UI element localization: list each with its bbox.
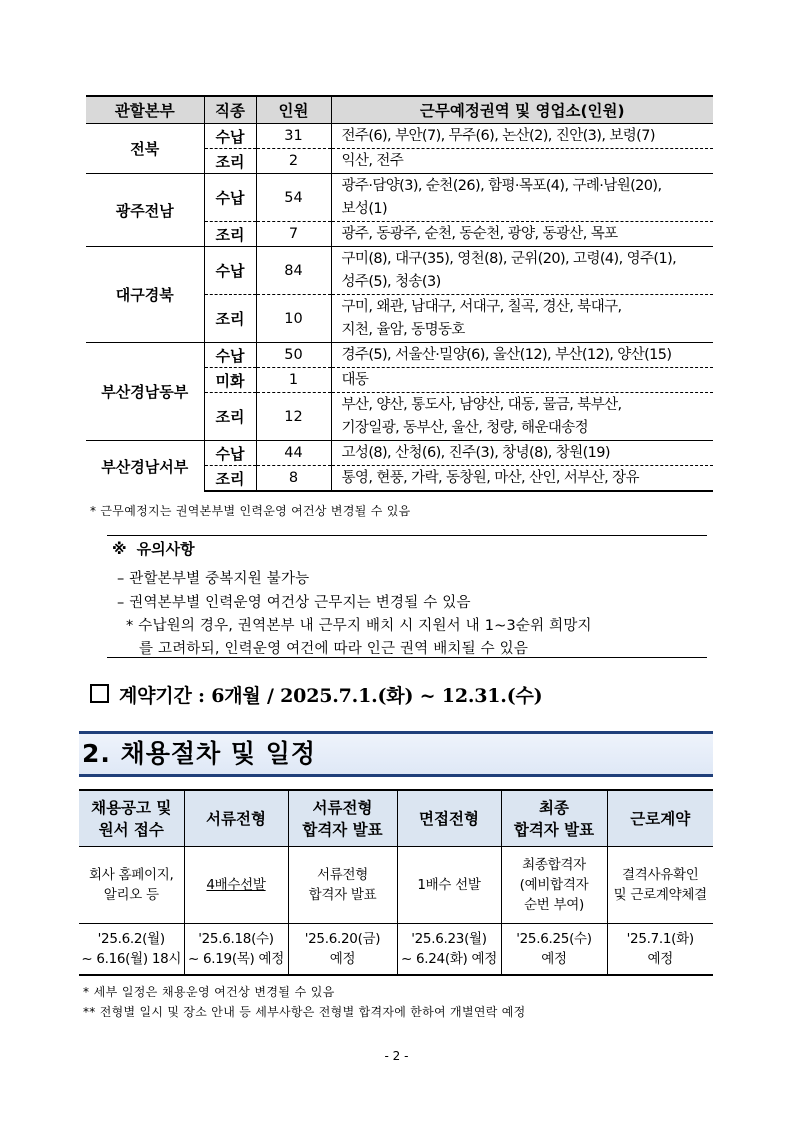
count-cell: 31: [256, 124, 331, 149]
date-line: 예정: [329, 951, 356, 967]
desc-cell: [607, 847, 713, 924]
region-cell: 광주전남: [86, 174, 204, 247]
header-line: 최종: [539, 798, 569, 817]
desc-line: 알리오 등: [103, 887, 159, 903]
header-line: 서류전형: [312, 798, 373, 817]
header-line: 근로계약: [630, 809, 691, 828]
caution-line: – 관할본부별 중복지원 불가능: [117, 571, 310, 587]
locations-cell: [331, 149, 713, 174]
date-cell: [607, 924, 713, 976]
header-line: 합격자 발표: [513, 820, 595, 839]
count-cell: 10: [256, 295, 331, 343]
date-cell: [79, 924, 184, 976]
header-line: 서류전형: [206, 809, 266, 828]
caution-top-rule: [107, 535, 707, 536]
caution-line: – 권역본부별 인력운영 여건상 근무지는 변경될 수 있음: [117, 595, 471, 611]
job-cell: 조리: [204, 149, 256, 174]
header-line: 원서 접수: [98, 820, 164, 839]
schedule-table: [79, 789, 713, 976]
locations-line: 구미(8), 대구(35), 영천(8), 군위(20), 고령(4), 영주(1),: [341, 251, 677, 267]
schedule-desc-row: [79, 847, 713, 924]
locations-line: 부산, 양산, 통도사, 남양산, 대동, 물금, 북부산,: [341, 397, 622, 413]
date-line: '25.6.20(금): [304, 931, 381, 947]
job-cell: 수납: [204, 174, 256, 222]
date-line: '25.6.18(수): [198, 931, 274, 947]
desc-cell: [288, 847, 397, 924]
locations-line: 경주(5), 서울산·밀양(6), 울산(12), 부산(12), 양산(15): [341, 347, 672, 363]
schedule-header-cell: [184, 790, 288, 847]
desc-cell: [79, 847, 184, 924]
job-cell: 조리: [204, 393, 256, 441]
table-row: [86, 343, 713, 368]
schedule-header-cell: [288, 790, 397, 847]
count-cell: 2: [256, 149, 331, 174]
desc-line: 순번 부여): [524, 897, 584, 913]
date-line: 예정: [647, 951, 673, 967]
schedule-header-cell: [397, 790, 501, 847]
schedule-note-1: * 세부 일정은 채용운영 여건상 변경될 수 있음: [83, 985, 335, 999]
date-cell: [397, 924, 501, 976]
schedule-note-2: ** 전형별 일시 및 장소 안내 등 세부사항은 전형별 합격자에 한하여 개별연락 예정: [83, 1005, 526, 1019]
locations-cell: [331, 247, 713, 295]
header-line: 합격자 발표: [302, 820, 383, 839]
desc-line: 합격자 발표: [308, 887, 377, 903]
header-job: 직종: [204, 96, 256, 124]
desc-line: 결격사유확인: [622, 867, 699, 883]
desc-line: 서류전형: [317, 867, 368, 883]
section-title: 2. 채용절차 및 일정: [82, 739, 317, 768]
header-line: 채용공고 및: [91, 798, 172, 817]
count-cell: 1: [256, 368, 331, 393]
schedule-header-cell: [79, 790, 184, 847]
header-line: 면접전형: [419, 809, 479, 828]
locations-line: 광주, 동광주, 순천, 동순천, 광양, 동광산, 목포: [341, 226, 618, 242]
count-cell: 12: [256, 393, 331, 441]
job-cell: 조리: [204, 295, 256, 343]
desc-line: 4배수선발: [206, 877, 266, 893]
locations-cell: [331, 174, 713, 222]
job-cell: 조리: [204, 466, 256, 492]
schedule-date-row: [79, 924, 713, 976]
checkbox-square-icon: [90, 684, 109, 703]
desc-cell: [397, 847, 501, 924]
table-row: [86, 174, 713, 222]
locations-line: 전주(6), 부안(7), 무주(6), 논산(2), 진안(3), 보령(7): [341, 128, 655, 144]
date-line: '25.6.2(월): [97, 931, 165, 947]
header-region: 관할본부: [86, 96, 204, 124]
schedule-header-cell: [501, 790, 607, 847]
count-cell: 84: [256, 247, 331, 295]
region-cell: 부산경남서부: [86, 441, 204, 492]
locations-line: 구미, 왜관, 남대구, 서대구, 칠곡, 경산, 북대구,: [341, 299, 622, 315]
header-locations: 근무예정권역 및 영업소(인원): [331, 96, 713, 124]
locations-cell: [331, 343, 713, 368]
locations-line: 통영, 현풍, 가락, 동창원, 마산, 산인, 서부산, 장유: [341, 470, 639, 486]
locations-cell: [331, 124, 713, 149]
locations-cell: [331, 466, 713, 492]
staffing-table: [86, 95, 713, 492]
desc-line: 회사 홈페이지,: [89, 867, 174, 883]
job-cell: 수납: [204, 343, 256, 368]
staffing-header-row: [86, 96, 713, 124]
date-line: '25.7.1(화): [626, 931, 694, 947]
desc-line: (예비합격자: [519, 877, 589, 893]
count-cell: 44: [256, 441, 331, 466]
desc-cell: [501, 847, 607, 924]
job-cell: 수납: [204, 441, 256, 466]
schedule-header-cell: [607, 790, 713, 847]
locations-cell: [331, 368, 713, 393]
locations-cell: [331, 393, 713, 441]
locations-line: 광주·담양(3), 순천(26), 함평·목포(4), 구례·남원(20),: [341, 178, 662, 194]
locations-line: 보성(1): [341, 201, 388, 217]
date-cell: [501, 924, 607, 976]
table-row: [86, 441, 713, 466]
job-cell: 수납: [204, 247, 256, 295]
locations-line: 성주(5), 청송(3): [341, 274, 441, 290]
region-cell: 전북: [86, 124, 204, 174]
locations-line: 대동: [341, 372, 369, 388]
date-line: ~ 6.19(목) 예정: [187, 951, 284, 967]
job-cell: 수납: [204, 124, 256, 149]
contract-period: [90, 681, 542, 708]
date-cell: [288, 924, 397, 976]
locations-line: 지천, 율암, 동명동호: [341, 322, 465, 338]
locations-cell: [331, 222, 713, 247]
count-cell: 54: [256, 174, 331, 222]
staffing-footnote: * 근무예정지는 권역본부별 인력운영 여건상 변경될 수 있음: [90, 504, 411, 518]
region-cell: 대구경북: [86, 247, 204, 343]
count-cell: 7: [256, 222, 331, 247]
locations-cell: [331, 295, 713, 343]
locations-line: 고성(8), 산청(6), 진주(3), 창녕(8), 창원(19): [341, 445, 610, 461]
table-row: [86, 247, 713, 295]
locations-cell: [331, 441, 713, 466]
desc-cell: [184, 847, 288, 924]
job-cell: 미화: [204, 368, 256, 393]
page-number: - 2 -: [384, 1049, 409, 1063]
reference-mark-icon: ※: [112, 540, 127, 558]
date-line: '25.6.25(수): [516, 931, 592, 947]
locations-line: 익산, 전주: [341, 153, 404, 169]
job-cell: 조리: [204, 222, 256, 247]
caution-line: 를 고려하되, 인력운영 여건에 따라 인근 권역 배치될 수 있음: [139, 641, 529, 657]
header-count: 인원: [256, 96, 331, 124]
caution-title: [112, 538, 195, 559]
region-cell: 부산경남동부: [86, 343, 204, 441]
date-line: '25.6.23(월): [411, 931, 487, 947]
count-cell: 8: [256, 466, 331, 492]
desc-line: 최종합격자: [522, 857, 586, 873]
caution-bottom-rule: [107, 657, 707, 658]
caution-line: * 수납원의 경우, 권역본부 내 근무지 배치 시 지원서 내 1~3순위 희망지: [126, 618, 592, 634]
table-row: [86, 124, 713, 149]
date-line: ~ 6.24(화) 예정: [400, 951, 497, 967]
date-line: ~ 6.16(월) 18시: [81, 951, 182, 967]
desc-line: 1배수 선발: [417, 877, 481, 893]
date-cell: [184, 924, 288, 976]
locations-line: 기장일광, 동부산, 울산, 청량, 해운대송정: [341, 420, 589, 436]
count-cell: 50: [256, 343, 331, 368]
contract-period-text: 계약기간 : 6개월 / 2025.7.1.(화) ~ 12.31.(수): [119, 685, 543, 707]
date-line: 예정: [541, 951, 567, 967]
schedule-header-row: [79, 790, 713, 847]
desc-line: 및 근로계약체결: [613, 887, 707, 903]
caution-title-text: 유의사항: [136, 540, 195, 558]
